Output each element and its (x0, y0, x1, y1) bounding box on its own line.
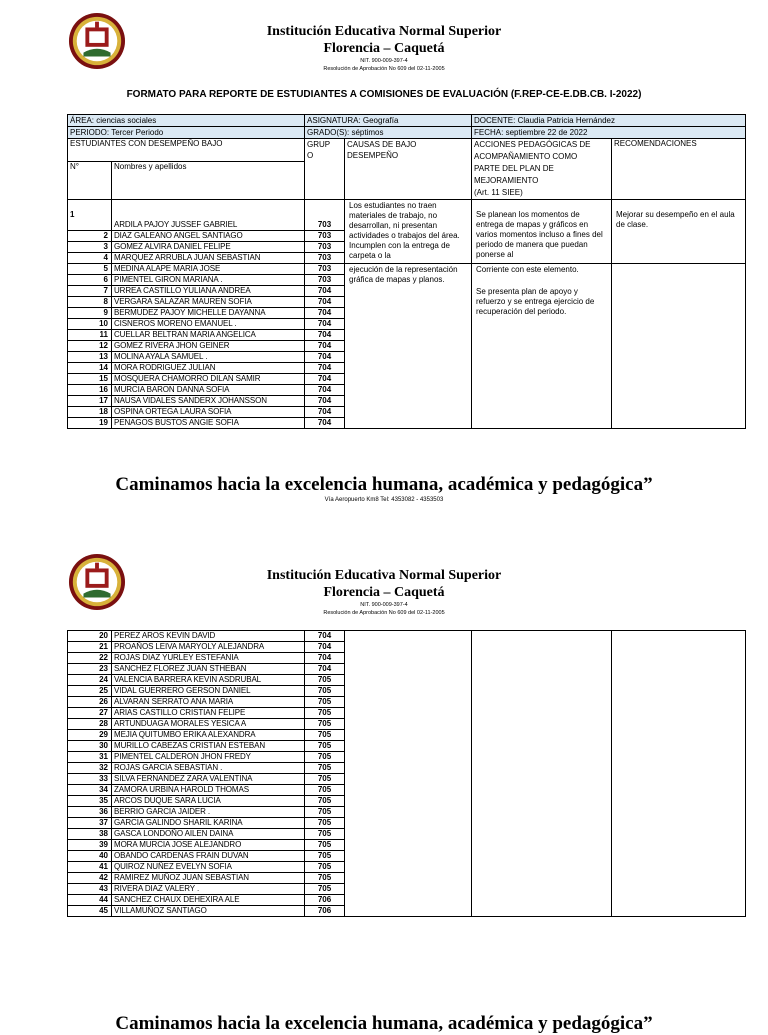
student-name: GOMEZ RIVERA JHON GEINER (112, 341, 305, 352)
asignatura-cell: ASIGNATURA: Geografía (305, 115, 472, 127)
institution-nit: NIT. 900-009-397-4 (360, 58, 408, 64)
student-group: 704 (305, 396, 345, 407)
footer-motto-2: Caminamos hacia la excelencia humana, académica y pedagógica” (115, 1013, 653, 1034)
student-name: OBANDO CARDENAS FRAIN DUVAN (112, 851, 305, 862)
student-name: MORA MURCIA JOSE ALEJANDRO (112, 840, 305, 851)
student-group: 705 (305, 796, 345, 807)
student-group: 704 (305, 319, 345, 330)
estudiantes-header: ESTUDIANTES CON DESEMPEÑO BAJO (68, 139, 305, 162)
student-name: ARIAS CASTILLO CRISTIAN FELIPE (112, 708, 305, 719)
grupo-header-label: GRUP O (307, 140, 330, 160)
student-name: MORA RODRIGUEZ JULIAN (112, 363, 305, 374)
student-group: 705 (305, 686, 345, 697)
student-name: PEREZ AROS KEVIN DAVID (112, 631, 305, 642)
student-group: 704 (305, 385, 345, 396)
student-name: PIMENTEL GIRON MARIANA . (112, 275, 305, 286)
footer-address: Vía Aeropuerto Km8 Tel: 4353082 - 4353503 (324, 497, 444, 503)
institution-header (200, 23, 568, 73)
row-number: 13 (68, 352, 112, 363)
row-number: 18 (68, 407, 112, 418)
acciones-header-line1: ACCIONES PEDAGÓGICAS DE ACOMPAÑAMIENTO COMO (474, 140, 591, 161)
row-number: 45 (68, 906, 112, 917)
institution-resolution: Resolución de Aprobación No 609 del 02-11-2005 (323, 610, 445, 616)
student-name: MURILLO CABEZAS CRISTIAN ESTEBAN (112, 741, 305, 752)
report-table-page-2 (67, 630, 746, 917)
row-number: 33 (68, 774, 112, 785)
institution-city: Florencia – Caquetá (323, 585, 445, 600)
grados-cell: GRADO(S): séptimos (305, 127, 472, 139)
student-group: 705 (305, 862, 345, 873)
row-number: 16 (68, 385, 112, 396)
acciones-empty-cell (472, 631, 612, 917)
student-name: SANCHEZ FLOREZ JUAN STHEBAN (112, 664, 305, 675)
row-number: 25 (68, 686, 112, 697)
row-number: 41 (68, 862, 112, 873)
periodo-cell: PERIODO: Tercer Periodo (68, 127, 305, 139)
causas-empty-cell (345, 631, 472, 917)
row-number: 19 (68, 418, 112, 429)
acciones-text-2-3 (472, 264, 612, 429)
recomendaciones-text: Mejorar su desempeño en el aula de clase. (612, 200, 746, 264)
student-group: 704 (305, 308, 345, 319)
student-group: 704 (305, 341, 345, 352)
student-name: DIAZ GALEANO ANGEL SANTIAGO (112, 231, 305, 242)
docente-cell: DOCENTE: Claudia Patricia Hernández (472, 115, 746, 127)
student-group: 705 (305, 774, 345, 785)
row-number: 23 (68, 664, 112, 675)
student-name: OSPINA ORTEGA LAURA SOFIA (112, 407, 305, 418)
row-number: 14 (68, 363, 112, 374)
area-cell: ÁREA: ciencias sociales (68, 115, 305, 127)
row-number: 27 (68, 708, 112, 719)
student-group: 705 (305, 752, 345, 763)
student-group: 704 (305, 407, 345, 418)
causas-text-2: ejecución de la representación gráfica de mapas y planos. (345, 264, 472, 429)
row-number: 36 (68, 807, 112, 818)
row-number: 30 (68, 741, 112, 752)
row-number: 31 (68, 752, 112, 763)
student-name: VIDAL GUERRERO GERSON DANIEL (112, 686, 305, 697)
student-name: CUELLAR BELTRAN MARIA ANGELICA (112, 330, 305, 341)
row-number: 35 (68, 796, 112, 807)
student-group: 704 (305, 286, 345, 297)
row-number: 11 (68, 330, 112, 341)
student-name: MOSQUERA CHAMORRO DILAN SAMIR (112, 374, 305, 385)
row-number: 22 (68, 653, 112, 664)
row-number: 8 (68, 297, 112, 308)
row-number: 17 (68, 396, 112, 407)
student-group: 705 (305, 675, 345, 686)
student-group: 704 (305, 363, 345, 374)
school-seal-logo (68, 553, 126, 611)
row-number: 26 (68, 697, 112, 708)
nombres-header: Nombres y apellidos (112, 162, 305, 200)
student-group: 705 (305, 708, 345, 719)
acciones-text-1: Se planean los momentos de entrega de mapas y gráficos en varios momentos incluso a fines del periodo de manera que puedan ponerse al (472, 200, 612, 264)
institution-city: Florencia – Caquetá (323, 41, 445, 56)
student-group: 704 (305, 297, 345, 308)
student-group: 706 (305, 906, 345, 917)
fecha-cell: FECHA: septiembre 22 de 2022 (472, 127, 746, 139)
causas-header: CAUSAS DE BAJO DESEMPEÑO (345, 139, 472, 200)
student-group: 703 (305, 264, 345, 275)
student-group: 705 (305, 840, 345, 851)
info-row-2 (68, 127, 746, 139)
row-number: 24 (68, 675, 112, 686)
form-title: FORMATO PARA REPORTE DE ESTUDIANTES A COMISIONES DE EVALUACIÓN (F.REP-CE-E.DB.CB. I-2022) (126, 89, 642, 100)
student-group: 703 (305, 200, 345, 231)
student-name: NAUSA VIDALES SANDERX JOHANSSON (112, 396, 305, 407)
row-number: 6 (68, 275, 112, 286)
student-group: 704 (305, 418, 345, 429)
student-rows-page-2 (68, 631, 746, 917)
row-number: 32 (68, 763, 112, 774)
recomendaciones-header: RECOMENDACIONES (612, 139, 746, 200)
student-group: 705 (305, 829, 345, 840)
row-number: 10 (68, 319, 112, 330)
student-name: ARCOS DUQUE SARA LUCIA (112, 796, 305, 807)
student-name: RIVERA DIAZ VALERY . (112, 884, 305, 895)
student-name: PROAÑOS LEIVA MARYOLY ALEJANDRA (112, 642, 305, 653)
student-name: MURCIA BARON DANNA SOFIA (112, 385, 305, 396)
student-group: 703 (305, 231, 345, 242)
row-number: 39 (68, 840, 112, 851)
row-number: 20 (68, 631, 112, 642)
row-number: 21 (68, 642, 112, 653)
column-header-row-1 (68, 139, 746, 162)
student-group: 705 (305, 884, 345, 895)
student-name: ZAMORA URBINA HAROLD THOMAS (112, 785, 305, 796)
student-group: 705 (305, 697, 345, 708)
row-number: 43 (68, 884, 112, 895)
student-group: 703 (305, 242, 345, 253)
acciones-header-line2: PARTE DEL PLAN DE MEJORAMIENTO (474, 164, 554, 185)
document-page-2 (0, 545, 768, 1034)
causas-text-1: Los estudiantes no traen materiales de trabajo, no desarrollan, ni presentan actividades o trabajos del área. Incumplen con la entrega de carpeta o la (345, 200, 472, 264)
table-row (68, 200, 746, 231)
student-name: BERRIO GARCIA JAIDER . (112, 807, 305, 818)
grupo-header (305, 139, 345, 200)
student-name: SANCHEZ CHAUX DEHEXIRA ALE (112, 895, 305, 906)
student-name: MOLINA AYALA SAMUEL . (112, 352, 305, 363)
recomendaciones-empty (612, 264, 746, 429)
student-name: ALVARAN SERRATO ANA MARIA (112, 697, 305, 708)
acciones-header-line3: (Art. 11 SIEE) (474, 188, 523, 197)
row-number: 12 (68, 341, 112, 352)
row-number: 42 (68, 873, 112, 884)
student-group: 704 (305, 664, 345, 675)
student-name: ROJAS DIAZ YURLEY ESTEFANIA (112, 653, 305, 664)
student-group: 705 (305, 785, 345, 796)
student-name: MARQUEZ ARRUBLA JUAN SEBASTIAN (112, 253, 305, 264)
row-number: 1 (68, 200, 112, 231)
info-row-1 (68, 115, 746, 127)
student-name: VERGARA SALAZAR MAUREN SOFIA (112, 297, 305, 308)
student-name: GARCIA GALINDO SHARIL KARINA (112, 818, 305, 829)
student-name: ROJAS GARCIA SEBASTIAN . (112, 763, 305, 774)
student-group: 704 (305, 631, 345, 642)
num-header: N° (68, 162, 112, 200)
student-name: URREA CASTILLO YULIANA ANDREA (112, 286, 305, 297)
student-group: 704 (305, 330, 345, 341)
row-number: 2 (68, 231, 112, 242)
student-group: 703 (305, 275, 345, 286)
student-group: 705 (305, 730, 345, 741)
institution-header (200, 567, 568, 617)
student-group: 705 (305, 719, 345, 730)
student-name: QUIROZ NUÑEZ EVELYN SOFIA (112, 862, 305, 873)
row-number: 37 (68, 818, 112, 829)
row-number: 9 (68, 308, 112, 319)
institution-nit: NIT. 900-009-397-4 (360, 602, 408, 608)
student-name: GASCA LONDOÑO AILEN DAINA (112, 829, 305, 840)
student-group: 705 (305, 851, 345, 862)
student-group: 705 (305, 807, 345, 818)
student-name: ARTUNDUAGA MORALES YESICA A (112, 719, 305, 730)
student-name: GOMEZ ALVIRA DANIEL FELIPE (112, 242, 305, 253)
row-number: 5 (68, 264, 112, 275)
student-group: 704 (305, 642, 345, 653)
student-name: MEJIA QUITUMBO ERIKA ALEXANDRA (112, 730, 305, 741)
recomendaciones-empty-cell (612, 631, 746, 917)
table-row (68, 631, 746, 642)
student-group: 706 (305, 895, 345, 906)
row-number: 38 (68, 829, 112, 840)
institution-name: Institución Educativa Normal Superior (266, 24, 502, 39)
student-name: SILVA FERNANDEZ ZARA VALENTINA (112, 774, 305, 785)
row-number: 15 (68, 374, 112, 385)
footer-motto: Caminamos hacia la excelencia humana, académica y pedagógica” (115, 474, 653, 495)
student-group: 704 (305, 653, 345, 664)
row-number: 4 (68, 253, 112, 264)
student-name: VILLAMUÑOZ SANTIAGO (112, 906, 305, 917)
student-name: VALENCIA BARRERA KEVIN ASDRUBAL (112, 675, 305, 686)
row-number: 34 (68, 785, 112, 796)
row-number: 29 (68, 730, 112, 741)
institution-name: Institución Educativa Normal Superior (266, 568, 502, 583)
student-name: MEDINA ALAPE MARIA JOSE (112, 264, 305, 275)
student-name: RAMIREZ MUÑOZ JUAN SEBASTIAN (112, 873, 305, 884)
student-name: PIMENTEL CALDERON JHON FREDY (112, 752, 305, 763)
student-group: 705 (305, 818, 345, 829)
row-number: 28 (68, 719, 112, 730)
acciones-text-3: Se presenta plan de apoyo y refuerzo y se entrega ejercicio de recuperación del periodo. (476, 287, 595, 316)
row-number: 44 (68, 895, 112, 906)
school-seal-logo (68, 12, 126, 70)
student-name: BERMUDEZ PAJOY MICHELLE DAYANNA (112, 308, 305, 319)
student-group: 704 (305, 352, 345, 363)
student-group: 705 (305, 763, 345, 774)
student-name: PENAGOS BUSTOS ANGIE SOFIA (112, 418, 305, 429)
table-row (68, 264, 746, 275)
row-number: 7 (68, 286, 112, 297)
student-group: 704 (305, 374, 345, 385)
student-name: CISNEROS MORENO EMANUEL . (112, 319, 305, 330)
student-group: 705 (305, 741, 345, 752)
institution-resolution: Resolución de Aprobación No 609 del 02-11-2005 (323, 66, 445, 72)
acciones-header (472, 139, 612, 200)
report-table-page-1 (67, 114, 746, 429)
student-name: ARDILA PAJOY JUSSEF GABRIEL (112, 200, 305, 231)
student-group: 703 (305, 253, 345, 264)
acciones-text-2: Corriente con este elemento. (476, 265, 579, 274)
row-number: 3 (68, 242, 112, 253)
row-number: 40 (68, 851, 112, 862)
student-group: 705 (305, 873, 345, 884)
